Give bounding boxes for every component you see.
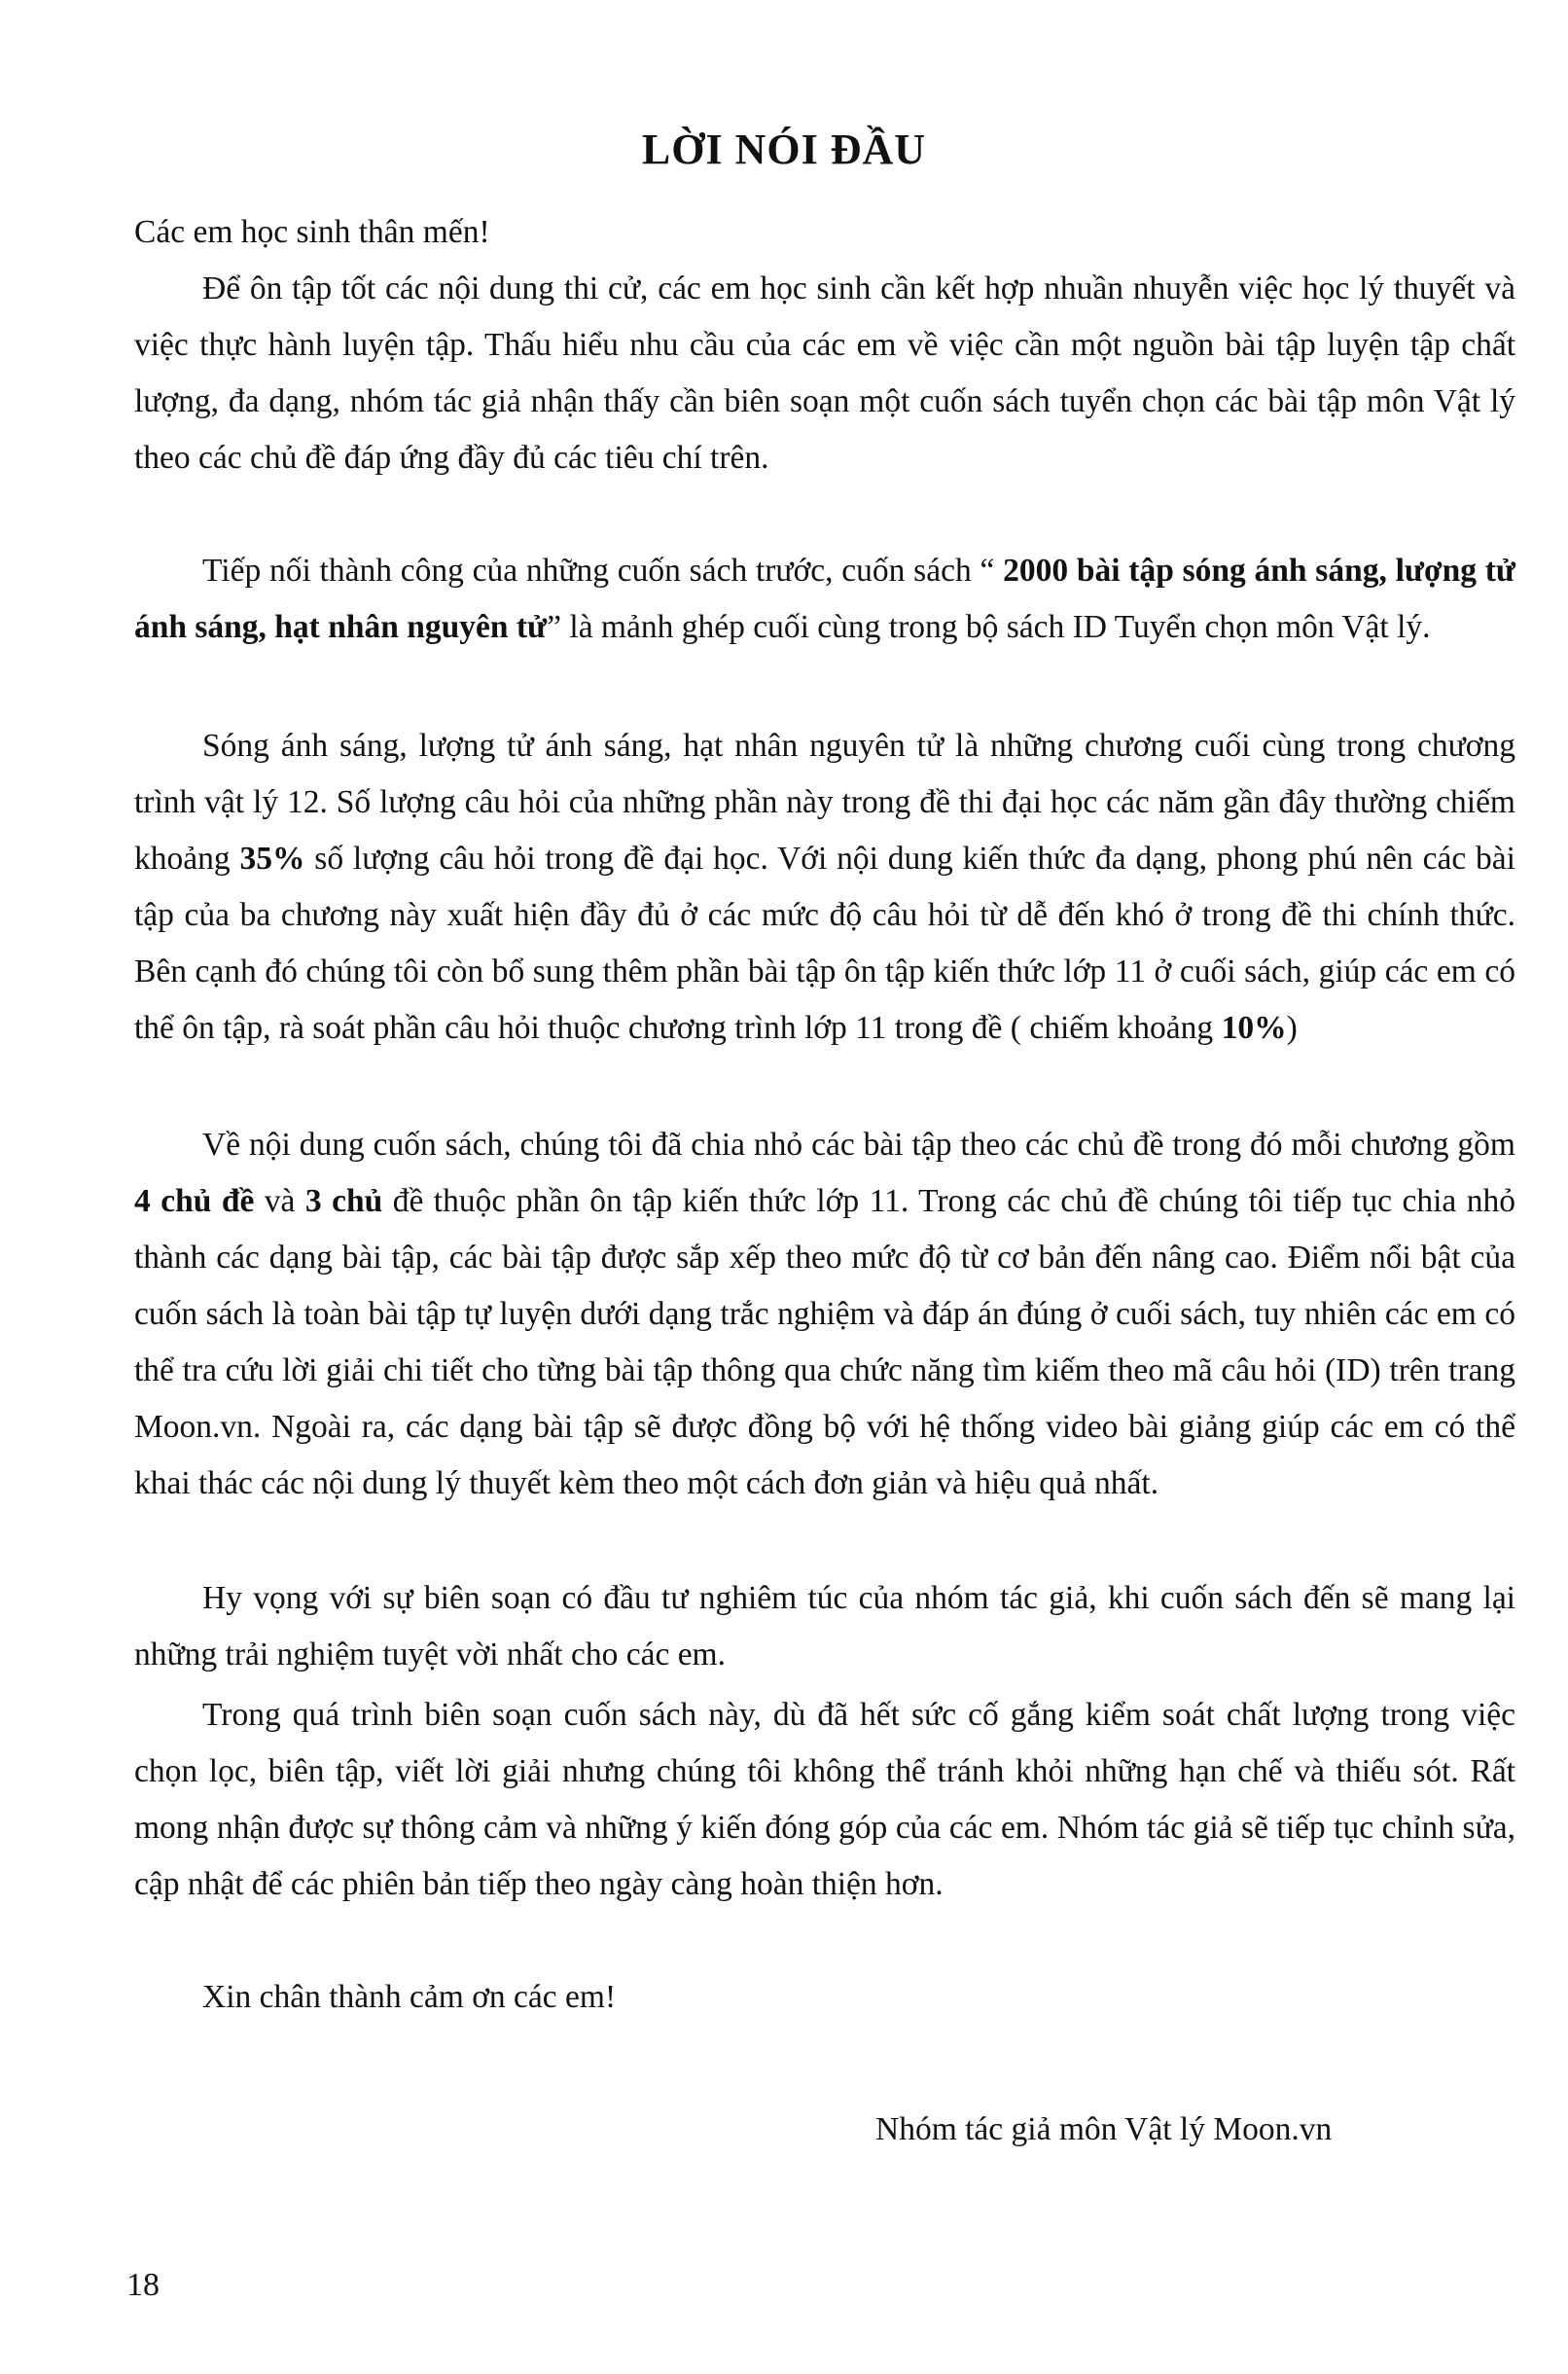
paragraph-4-text-3: đề thuộc phần ôn tập kiến thức lớp 11. Trong các chủ đề chúng tôi tiếp tục chia nhỏ thành các dạng bài tập, các bài tập được sắp xếp theo mức độ từ cơ bản đến nâng cao. Điểm nổi bật của cuốn sách là toàn bài tập tự luyện dưới dạng trắc nghiệm và đáp án đúng ở cuối sách, tuy nhiên các em có thể tra cứu lời giải chi tiết cho từng bài tập thông qua chức năng tìm kiếm theo mã câu hỏi (ID) trên trang Moon.vn. Ngoài ra, các dạng bài tập sẽ được đồng bộ với hệ thống video bài giảng giúp các em có thể khai thác các nội dung lý thuyết kèm theo một cách đơn giản và hiệu quả nhất. (134, 1183, 1516, 1501)
paragraph-4-text-1: Về nội dung cuốn sách, chúng tôi đã chia nhỏ các bài tập theo các chủ đề trong đó mỗi chương gồm (202, 1127, 1515, 1163)
page-number: 18 (126, 2267, 160, 2303)
paragraph-4-text-2: và (254, 1183, 305, 1219)
author-signature: Nhóm tác giả môn Vật lý Moon.vn (875, 2111, 1333, 2147)
paragraph-6: Trong quá trình biên soạn cuốn sách này, dù đã hết sức cố gắng kiểm soát chất lượng trong việc chọn lọc, biên tập, viết lời giải nhưng chúng tôi không thể tránh khỏi những hạn chế và thiếu sót. Rất mong nhận được sự thông cảm và những ý kiến đóng góp của các em. Nhóm tác giả sẽ tiếp tục chỉnh sửa, cập nhật để các phiên bản tiếp theo ngày càng hoàn thiện hơn. (134, 1697, 1515, 1902)
paragraph-1: Để ôn tập tốt các nội dung thi cử, các em học sinh cần kết hợp nhuần nhuyễn việc học lý thuyết và việc thực hành luyện tập. Thấu hiểu nhu cầu của các em về việc cần một nguồn bài tập luyện tập chất lượng, đa dạng, nhóm tác giả nhận thấy cần biên soạn một cuốn sách tuyển chọn các bài tập môn Vật lý theo các chủ đề đáp ứng đầy đủ các tiêu chí trên. (134, 270, 1515, 476)
four-topics-bold: 4 chủ đề (134, 1183, 255, 1219)
three-topics-bold: 3 chủ (304, 1183, 383, 1219)
percent-35-bold: 35% (239, 841, 305, 877)
paragraph-3-text-3: ) (1286, 1010, 1298, 1046)
greeting-line: Các em học sinh thân mến! (134, 214, 490, 250)
paragraph-3-text-1: Sóng ánh sáng, lượng tử ánh sáng, hạt nhân nguyên tử là những chương cuối cùng trong chương trình vật lý 12. Số lượng câu hỏi của những phần này trong đề thi đại học các năm gần đây thường chiếm khoảng (134, 728, 1515, 877)
paragraph-3 (134, 718, 1515, 1057)
page-title: LỜI NÓI ĐẦU (641, 126, 927, 173)
book-title-bold: 2000 bài tập sóng ánh sáng, lượng tử ánh sáng, hạt nhân nguyên tử (134, 553, 1515, 645)
paragraph-5: Hy vọng với sự biên soạn có đầu tư nghiêm túc của nhóm tác giả, khi cuốn sách đến sẽ mang lại những trải nghiệm tuyệt vời nhất cho các em. (134, 1580, 1515, 1673)
percent-10-bold: 10% (1221, 1010, 1287, 1046)
paragraph-3-text-2: số lượng câu hỏi trong đề đại học. Với nội dung kiến thức đa dạng, phong phú nên các bài tập của ba chương này xuất hiện đầy đủ ở các mức độ câu hỏi từ dễ đến khó ở trong đề thi chính thức. Bên cạnh đó chúng tôi còn bổ sung thêm phần bài tập ôn tập kiến thức lớp 11 ở cuối sách, giúp các em có thể ôn tập, rà soát phần câu hỏi thuộc chương trình lớp 11 trong đề ( chiếm khoảng (134, 841, 1515, 1046)
closing-line: Xin chân thành cảm ơn các em! (202, 1979, 617, 2015)
paragraph-2-text-before: Tiếp nối thành công của những cuốn sách trước, cuốn sách “ (202, 553, 1004, 589)
paragraph-2 (134, 543, 1515, 656)
paragraph-4 (134, 1117, 1515, 1512)
paragraph-2-text-after: ” là mảnh ghép cuối cùng trong bộ sách ID Tuyển chọn môn Vật lý. (547, 609, 1431, 645)
